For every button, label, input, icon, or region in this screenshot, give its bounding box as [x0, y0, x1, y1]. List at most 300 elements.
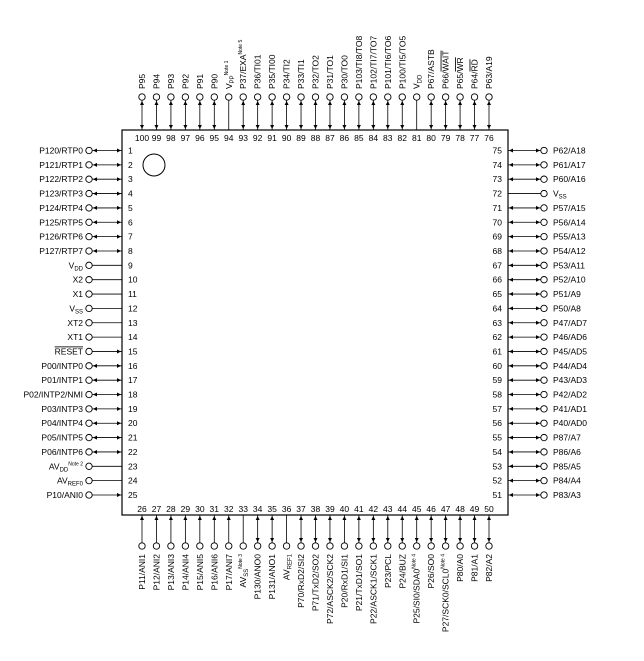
- arrowhead: [357, 125, 361, 129]
- left-pin-row: [23, 146, 137, 501]
- pin-10-x2: [73, 275, 138, 285]
- pin-pad: [86, 190, 92, 196]
- arrowhead: [169, 101, 173, 105]
- pin-name: P26/SO0: [426, 554, 437, 589]
- pin-number: 97: [180, 133, 191, 143]
- pin-name: P40/AD0: [553, 418, 588, 429]
- pin-number: 22: [128, 446, 138, 457]
- pin-pad: [197, 94, 203, 100]
- pin-number: 3: [128, 174, 133, 185]
- pin-pad: [86, 406, 92, 412]
- pin-pad: [86, 420, 92, 426]
- pin-name: P102/TI7/TO7: [368, 35, 379, 89]
- pin-number: 99: [151, 133, 162, 143]
- arrowhead: [429, 125, 433, 129]
- pin-number: 7: [128, 231, 133, 242]
- pin-number: 23: [128, 461, 138, 472]
- pin-number: 83: [383, 133, 393, 143]
- pin-name: VDD: [68, 260, 83, 273]
- arrowhead: [93, 149, 97, 153]
- arrowhead: [299, 538, 303, 542]
- pin-number: 8: [128, 245, 133, 256]
- pin-pad: [86, 463, 92, 469]
- arrowhead: [536, 393, 540, 397]
- bottom-pin-row: [137, 504, 494, 632]
- arrowhead: [509, 450, 513, 454]
- pin-pad: [211, 543, 217, 549]
- pin-pad: [541, 162, 547, 168]
- pin-pad: [541, 305, 547, 311]
- arrowhead: [444, 101, 448, 105]
- pin-pad: [86, 291, 92, 297]
- arrowhead: [198, 516, 202, 520]
- arrowhead: [117, 206, 121, 210]
- pin-name: P27/SCK0/SCL0Note 4: [440, 554, 451, 633]
- arrowhead: [154, 125, 158, 129]
- pin-pad: [240, 94, 246, 100]
- arrowhead: [473, 538, 477, 542]
- pin-name: AVSSNote 3: [238, 554, 251, 588]
- arrowhead: [117, 220, 121, 224]
- arrowhead: [154, 516, 158, 520]
- arrowhead: [270, 516, 274, 520]
- arrowhead: [473, 125, 477, 129]
- pin-pad: [399, 94, 405, 100]
- pin-number: 37: [296, 504, 306, 514]
- arrowhead: [509, 206, 513, 210]
- pin-pad: [541, 262, 547, 268]
- pin-pad: [541, 449, 547, 455]
- pin-name: P24/BUZ: [397, 554, 408, 589]
- pin-80-p67-astb: [426, 49, 436, 143]
- pin-number: 9: [128, 260, 133, 271]
- pin-pad: [541, 190, 547, 196]
- pin-34-p130-ano0: [253, 504, 263, 599]
- pin-name: P52/A10: [553, 274, 586, 285]
- pin-pad: [414, 94, 420, 100]
- pin-39-p72-asck2-sck2: [325, 504, 335, 624]
- pin-name: P01/INTP1: [41, 375, 83, 386]
- pin-name: P125/RTP5: [39, 217, 83, 228]
- pin-42-p22-asck1-sck1: [368, 504, 378, 624]
- arrowhead: [140, 125, 144, 129]
- arrowhead: [415, 538, 419, 542]
- arrowhead: [444, 516, 448, 520]
- pin-name: P23/PCL: [382, 554, 393, 589]
- arrowhead: [93, 378, 97, 382]
- arrowhead: [93, 163, 97, 167]
- pin-pad: [541, 334, 547, 340]
- pin-pad: [139, 94, 145, 100]
- arrowhead: [536, 249, 540, 253]
- arrowhead: [117, 393, 121, 397]
- arrowhead: [117, 407, 121, 411]
- pin-number: 61: [492, 346, 502, 357]
- pin-13-xt2: [67, 318, 137, 328]
- arrowhead: [212, 101, 216, 105]
- pin-95-p90: [209, 74, 219, 143]
- pin-pad: [541, 205, 547, 211]
- pin-pad: [283, 543, 289, 549]
- pin-pad: [298, 543, 304, 549]
- pin-pad: [226, 543, 232, 549]
- pin-pad: [86, 477, 92, 483]
- pin-number: 85: [354, 133, 364, 143]
- arrowhead: [536, 407, 540, 411]
- arrowhead: [154, 101, 158, 105]
- pin-name: RESET: [54, 346, 83, 357]
- pin-5-p124-rtp4: [39, 203, 133, 213]
- pin-27-p12-ani2: [151, 504, 161, 590]
- arrowhead: [509, 149, 513, 153]
- arrowhead: [386, 125, 390, 129]
- pin-number: 84: [368, 133, 379, 143]
- arrowhead: [536, 278, 540, 282]
- pin-number: 79: [440, 133, 451, 143]
- pin-name: P95: [137, 73, 147, 89]
- pin-number: 70: [492, 217, 502, 228]
- pin-number: 45: [411, 504, 422, 514]
- pin-pad: [86, 391, 92, 397]
- pin-pad: [471, 94, 477, 100]
- pin-33-avss-note-3: [238, 504, 250, 587]
- pin-name: P45/AD5: [553, 346, 588, 357]
- arrowhead: [117, 364, 121, 368]
- pin-98-p93: [166, 74, 176, 143]
- arrowhead: [93, 436, 97, 440]
- pin-name: P66/WAIT: [440, 50, 451, 89]
- arrowhead: [536, 306, 540, 310]
- arrowhead: [212, 516, 216, 520]
- arrowhead: [458, 538, 462, 542]
- arrowhead: [415, 516, 419, 520]
- pin-pad: [86, 434, 92, 440]
- pin-pad: [442, 543, 448, 549]
- pin-number: 48: [455, 504, 465, 514]
- pin-number: 2: [128, 159, 133, 170]
- pin-number: 5: [128, 202, 133, 213]
- arrowhead: [342, 516, 346, 520]
- pin-number: 87: [325, 133, 335, 143]
- pin-44-p24-buz: [397, 504, 407, 589]
- arrowhead: [536, 292, 540, 296]
- pin-name: P34/TI2: [281, 59, 292, 89]
- pin-32-p17-ani7: [224, 504, 234, 590]
- pin-name: P46/AD6: [553, 332, 588, 343]
- pin-name: P36/TI01: [252, 54, 263, 89]
- pin-number: 82: [397, 133, 407, 143]
- arrowhead: [429, 516, 433, 520]
- pin-number: 39: [325, 504, 335, 514]
- pin-pad: [541, 391, 547, 397]
- pin-number: 80: [426, 133, 436, 143]
- pin-number: 29: [180, 504, 191, 514]
- pin-number: 92: [252, 133, 263, 143]
- arrowhead: [117, 421, 121, 425]
- pin-name: P55/A13: [553, 231, 586, 242]
- arrowhead: [536, 436, 540, 440]
- pin-pad: [541, 176, 547, 182]
- pin-pad: [86, 248, 92, 254]
- pin-name: P120/RTP0: [39, 145, 83, 156]
- pin-number: 31: [209, 504, 220, 514]
- pin-pad: [442, 94, 448, 100]
- arrowhead: [140, 516, 144, 520]
- pin-name: P90: [209, 73, 220, 89]
- pin-28-p13-ani3: [166, 504, 176, 590]
- arrowhead: [487, 125, 491, 129]
- pin-8-p127-rtp7: [39, 246, 133, 256]
- pin-pad: [269, 543, 275, 549]
- pin-pad: [428, 543, 434, 549]
- pin-name: P17/ANI7: [223, 554, 234, 591]
- pin-46-p26-so0: [426, 504, 436, 589]
- arrowhead: [140, 101, 144, 105]
- pin-number: 59: [492, 375, 502, 386]
- arrowhead: [198, 101, 202, 105]
- arrowhead: [509, 364, 513, 368]
- pin-name: AVDDNote 2: [48, 461, 83, 474]
- pin-number: 30: [195, 504, 205, 514]
- pin-29-p14-ani4: [180, 504, 190, 590]
- pin-pad: [168, 94, 174, 100]
- arrowhead: [536, 163, 540, 167]
- arrowhead: [357, 516, 361, 520]
- pin-number: 21: [128, 432, 138, 443]
- pin-number: 51: [492, 490, 502, 500]
- arrowhead: [117, 163, 121, 167]
- pin-pad: [541, 291, 547, 297]
- arrowhead: [117, 436, 121, 440]
- pin-pad: [86, 205, 92, 211]
- pin-name: P30/TO0: [339, 55, 350, 89]
- pin-number: 94: [224, 133, 234, 143]
- arrowhead: [400, 125, 404, 129]
- arrowhead: [117, 349, 121, 353]
- arrowhead: [256, 101, 260, 105]
- arrowhead: [487, 538, 491, 542]
- pin-pad: [541, 477, 547, 483]
- arrowhead: [509, 436, 513, 440]
- arrowhead: [386, 101, 390, 105]
- arrowhead: [473, 101, 477, 105]
- pin-number: 81: [411, 133, 422, 143]
- pin-number: 25: [128, 490, 138, 500]
- pin-2-p121-rtp1: [39, 160, 133, 170]
- arrowhead: [458, 516, 462, 520]
- pin-name: P12/ANI2: [151, 554, 162, 591]
- pin-number: 58: [492, 389, 502, 400]
- pin-47-p27-sck0-scl0-note-4: [441, 504, 451, 632]
- arrowhead: [429, 101, 433, 105]
- pin-number: 10: [128, 274, 138, 285]
- pin-name: P83/A3: [553, 490, 581, 500]
- arrowhead: [509, 393, 513, 397]
- arrowhead: [342, 101, 346, 105]
- pin-pad: [541, 492, 547, 498]
- pin-name: P101/TI6/TO6: [382, 35, 393, 89]
- arrowhead: [386, 538, 390, 542]
- arrowhead: [473, 516, 477, 520]
- arrowhead: [509, 464, 513, 468]
- pin-99-p94: [151, 74, 161, 143]
- arrowhead: [169, 125, 173, 129]
- pin-number: 69: [492, 231, 502, 242]
- pin-name: P04/INTP4: [41, 418, 83, 429]
- arrowhead: [117, 450, 121, 454]
- pin-49-p81-a1: [470, 504, 480, 582]
- pin-name: P81/A1: [469, 554, 480, 582]
- pin-number: 56: [492, 418, 502, 429]
- pin-name: P123/RTP3: [39, 188, 83, 199]
- pin-name: P47/AD7: [553, 317, 588, 328]
- arrowhead: [509, 220, 513, 224]
- pin-name: P11/ANI1: [137, 554, 147, 590]
- pin-50-p82-a2: [484, 504, 494, 582]
- arrowhead: [169, 516, 173, 520]
- pin-number: 20: [128, 418, 138, 429]
- pin-6-p125-rtp5: [39, 217, 133, 227]
- pin-name: P00/INTP0: [41, 360, 83, 371]
- arrowhead: [458, 101, 462, 105]
- arrowhead: [509, 421, 513, 425]
- pin-number: 17: [128, 375, 138, 386]
- arrowhead: [429, 538, 433, 542]
- arrowhead: [314, 516, 318, 520]
- pin-number: 18: [128, 389, 138, 400]
- pin-name: P64/RD: [469, 59, 480, 89]
- pin-number: 78: [455, 133, 465, 143]
- pin-name: P80/A0: [455, 554, 466, 582]
- pin-name: XT2: [67, 317, 83, 328]
- arrowhead: [285, 125, 289, 129]
- arrowhead: [536, 349, 540, 353]
- pin-name: P31/TO1: [324, 55, 335, 89]
- pin-14-xt1: [67, 332, 137, 342]
- pin-number: 64: [492, 303, 502, 314]
- pin-pad: [197, 543, 203, 549]
- pin-name: P13/ANI3: [165, 554, 176, 591]
- arrowhead: [117, 235, 121, 239]
- pin-pad: [370, 543, 376, 549]
- pin-number: 60: [492, 360, 502, 371]
- arrowhead: [357, 101, 361, 105]
- arrowhead: [536, 177, 540, 181]
- pin-number: 77: [469, 133, 480, 143]
- arrowhead: [328, 538, 332, 542]
- pin-name: P63/A19: [484, 56, 494, 89]
- pin-1-index-circle: [143, 154, 165, 176]
- pin-number: 42: [368, 504, 379, 514]
- pin-name: P05/INTP5: [41, 432, 83, 443]
- pin-name: X1: [72, 289, 83, 300]
- pin-3-p122-rtp2: [39, 174, 133, 184]
- pin-37-p70-rxd2-si2: [296, 504, 306, 608]
- arrowhead: [536, 335, 540, 339]
- arrowhead: [198, 125, 202, 129]
- pin-name: P57/A15: [553, 202, 586, 213]
- pin-pad: [168, 543, 174, 549]
- arrowhead: [536, 450, 540, 454]
- arrowhead: [536, 493, 540, 497]
- pin-pad: [385, 94, 391, 100]
- pin-26-p11-ani1: [137, 504, 147, 590]
- pin-name: P124/RTP4: [39, 202, 83, 213]
- pin-pad: [399, 543, 405, 549]
- pin-pad: [298, 94, 304, 100]
- pin-name: P06/INTP6: [41, 446, 83, 457]
- arrowhead: [93, 421, 97, 425]
- pin-pad: [541, 434, 547, 440]
- arrowhead: [117, 493, 121, 497]
- arrowhead: [227, 516, 231, 520]
- pin-number: 55: [492, 432, 502, 443]
- pin-number: 4: [128, 188, 133, 199]
- arrowhead: [371, 516, 375, 520]
- pin-name: P62/A18: [553, 145, 586, 156]
- pin-name: P37/EXANote 5: [238, 39, 249, 89]
- pin-name: P51/A9: [553, 289, 581, 300]
- pin-name: P127/RTP7: [39, 245, 83, 256]
- pin-name: P41/AD1: [553, 403, 588, 414]
- arrowhead: [371, 538, 375, 542]
- pin-number: 75: [492, 145, 502, 156]
- arrowhead: [536, 206, 540, 210]
- arrowhead: [509, 479, 513, 483]
- arrowhead: [93, 393, 97, 397]
- pin-pad: [327, 543, 333, 549]
- arrowhead: [536, 364, 540, 368]
- pin-name: P15/ANI5: [194, 554, 205, 591]
- arrowhead: [314, 101, 318, 105]
- pin-35-p131-ano1: [267, 504, 277, 599]
- arrowhead: [509, 292, 513, 296]
- arrowhead: [256, 516, 260, 520]
- pin-name: VSS: [553, 188, 567, 201]
- pin-pad: [254, 543, 260, 549]
- arrowhead: [509, 378, 513, 382]
- pin-96-p91: [195, 74, 205, 143]
- arrowhead: [117, 177, 121, 181]
- pin-30-p15-ani5: [195, 504, 205, 590]
- pin-1-p120-rtp0: [39, 146, 133, 156]
- pin-name: XT1: [67, 332, 83, 343]
- pin-pad: [341, 94, 347, 100]
- pin-number: 91: [267, 133, 277, 143]
- pin-pad: [385, 543, 391, 549]
- arrowhead: [285, 101, 289, 105]
- pin-name: P87/A7: [553, 432, 581, 443]
- arrowhead: [509, 349, 513, 353]
- pin-number: 38: [310, 504, 321, 514]
- arrowhead: [509, 263, 513, 267]
- pin-name: P86/A6: [553, 446, 581, 457]
- pin-name: P33/TI1: [296, 59, 307, 89]
- pin-name: P32/TO2: [310, 55, 321, 89]
- pin-number: 26: [137, 504, 147, 514]
- pin-85-p103-ti8-to8: [354, 35, 364, 143]
- pin-pad: [457, 543, 463, 549]
- pin-43-p23-pcl: [383, 504, 393, 588]
- arrowhead: [93, 364, 97, 368]
- arrowhead: [400, 101, 404, 105]
- pin-pad: [457, 94, 463, 100]
- pin-pad: [541, 363, 547, 369]
- arrowhead: [241, 101, 245, 105]
- pin-pad: [86, 363, 92, 369]
- pin-name: P84/A4: [553, 475, 581, 486]
- pin-name: P60/A16: [553, 174, 586, 185]
